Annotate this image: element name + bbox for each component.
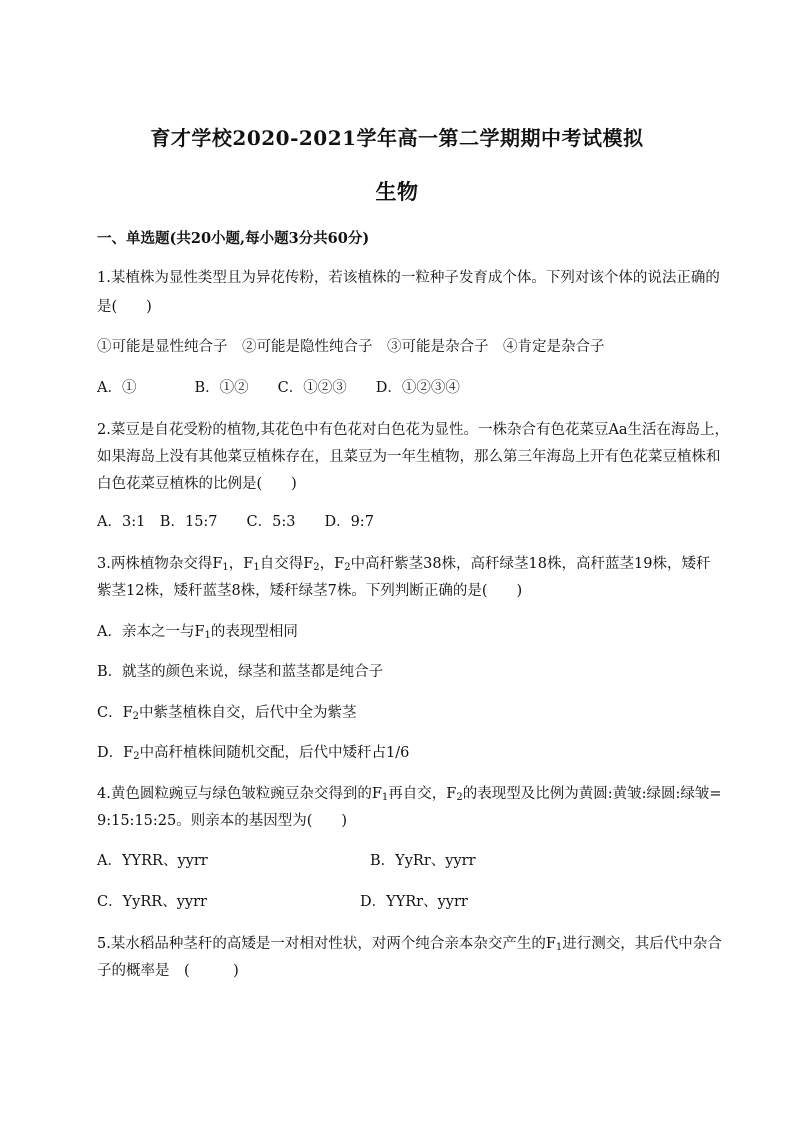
q4-stem-line1: 4.黄色圆粒豌豆与绿色皱粒豌豆杂交得到的$F_1$再自交，$F_2$的表现型及比例为黄圆:黄皱:绿圆:绿皱= — [97, 786, 722, 803]
q1-statements: ①可能是显性纯合子 ②可能是隐性纯合子 ③可能是杂合子 ④肯定是杂合子 — [97, 339, 605, 355]
q3-stem-line2: 紫茎12株，矮秆蓝茎8株，矮秆绿茎7株。下列判断正确的是( ) — [97, 583, 523, 599]
q5-stem-line1: 5.某水稻品种茎秆的高矮是一对相对性状，对两个纯合亲本杂交产生的$F_1$进行测交，其后代中杂合 — [97, 936, 722, 953]
q5-stem-line2: 子的概率是 ( ) — [97, 963, 239, 979]
q4-option-a: A．YYRR、yyrr — [97, 853, 208, 869]
q4-option-d: D．YYRr、yyrr — [360, 894, 468, 910]
q2-stem-line1: 2.菜豆是自花受粉的植物,其花色中有色花对白色花为显性。一株杂合有色花菜豆Aa生活在海岛上， — [97, 422, 730, 438]
q4-stem-line2: 9:15:15:25。则亲本的基因型为( ) — [97, 813, 348, 829]
subject-title: 生物 — [375, 179, 419, 204]
q4-option-b: B．YyRr、yyrr — [370, 853, 476, 869]
q2-options: A．3:1 B．15:7 C．5:3 D．9:7 — [97, 514, 374, 530]
q3-option-c: C．$F_2$中紫茎植株自交，后代中全为紫茎 — [97, 705, 357, 722]
q2-stem-line3: 白色花菜豆植株的比例是( ) — [97, 476, 297, 492]
exam-title: 育才学校2020-2021学年高一第二学期期中考试模拟 — [150, 126, 644, 150]
q2-stem-line2: 如果海岛上没有其他菜豆植株存在，且菜豆为一年生植物，那么第三年海岛上开有色花菜豆植株和 — [97, 449, 721, 465]
q3-option-a: A．亲本之一与$F_1$的表现型相同 — [97, 624, 298, 641]
section-heading: 一、单选题(共20小题,每小题3分共60分) — [97, 230, 370, 247]
q3-stem-line1: 3.两株植物杂交得$F_1$，$F_1$自交得$F_2$，$F_2$中高秆紫茎38株，高秆绿茎18株，高秆蓝茎19株，矮秆 — [97, 556, 711, 573]
q3-option-b: B．就茎的颜色来说，绿茎和蓝茎都是纯合子 — [97, 664, 384, 680]
q1-stem-line2: 是( ) — [97, 299, 152, 315]
q1-stem-line1: 1.某植株为显性类型且为异花传粉，若该植株的一粒种子发育成个体。下列对该个体的说法正确的 — [97, 270, 720, 286]
q4-option-c: C．YyRR、yyrr — [97, 894, 207, 910]
q3-option-d: D．$F_2$中高秆植株间随机交配，后代中矮秆占1/6 — [97, 745, 410, 762]
q1-options: A．① B．①② C．①②③ D．①②③④ — [97, 380, 460, 396]
